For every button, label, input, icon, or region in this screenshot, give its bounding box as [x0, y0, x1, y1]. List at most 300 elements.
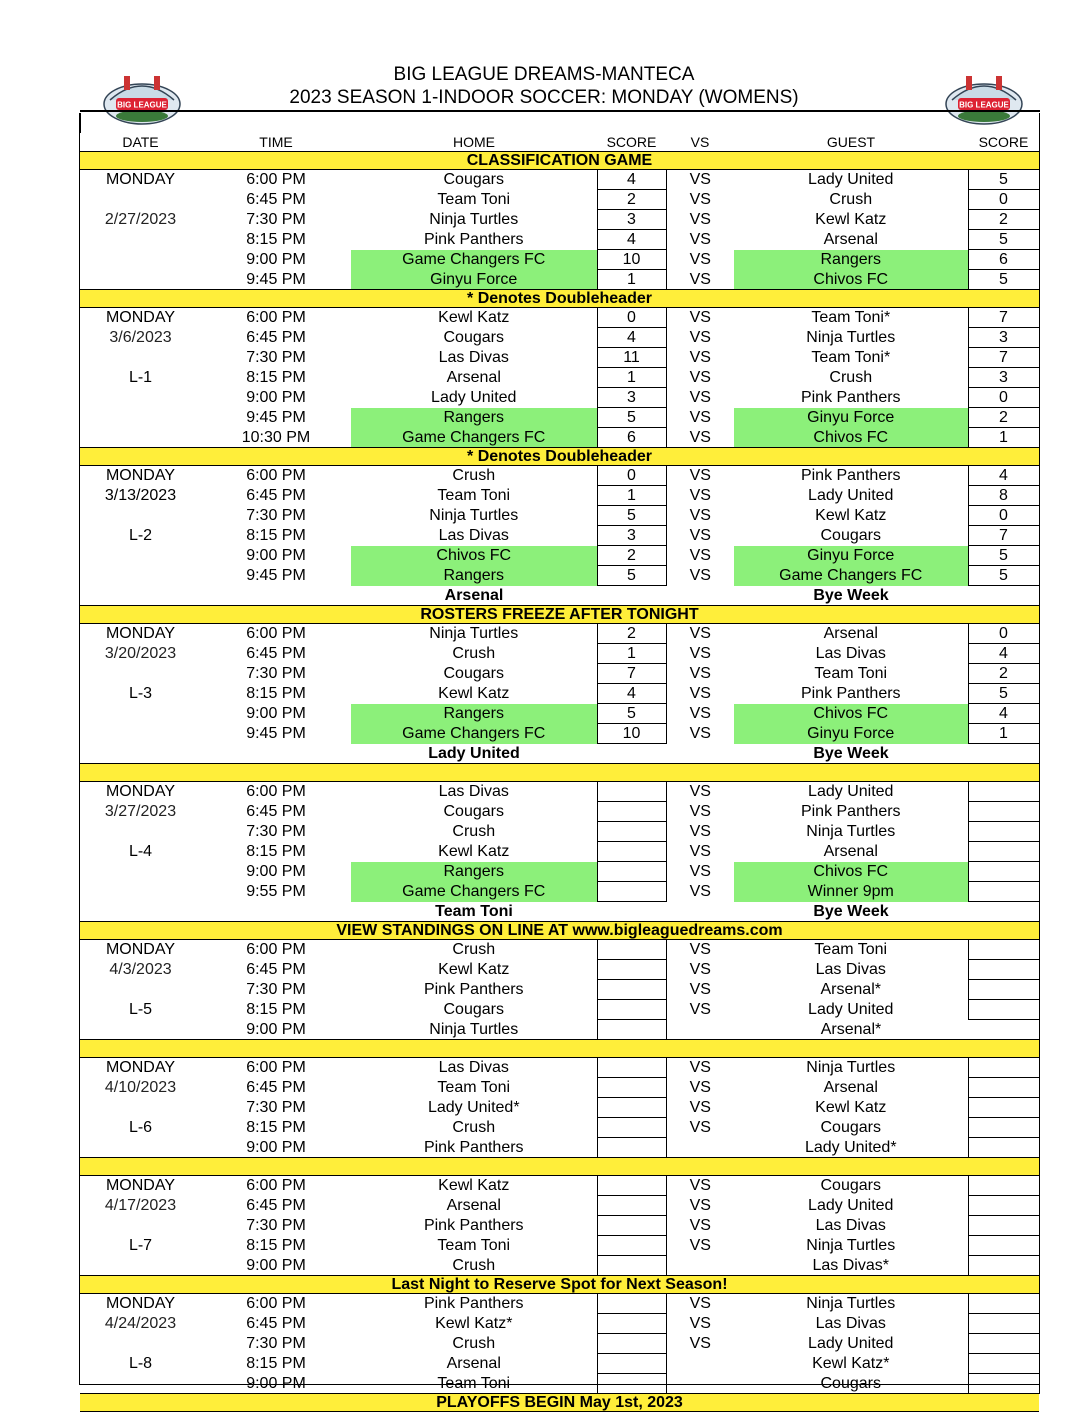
time-cell: 6:45 PM [246, 487, 306, 504]
guest-score-cell [968, 822, 1039, 842]
page-subtitle: 2023 SEASON 1-INDOOR SOCCER: MONDAY (WOMENS) [289, 87, 799, 108]
date-cell [80, 348, 201, 368]
guest-team-cell: Bye Week [813, 744, 889, 762]
guest-score-cell [968, 782, 1039, 802]
home-score-cell [597, 862, 666, 882]
guest-team-cell: Team Toni* [811, 309, 891, 327]
home-score-cell: 7 [597, 664, 666, 684]
guest-team-cell: Crush [829, 369, 873, 386]
date-cell [80, 744, 201, 764]
vs-cell: VS [689, 823, 711, 840]
home-score-cell [597, 940, 666, 960]
date-cell [80, 190, 201, 210]
time-cell: 8:15 PM [246, 843, 306, 860]
vs-cell: VS [689, 251, 711, 268]
date-cell: MONDAY [105, 625, 176, 643]
guest-team-cell: Arsenal [823, 843, 878, 860]
date-cell: 4/24/2023 [104, 1315, 177, 1332]
game-row [80, 1354, 1039, 1374]
date-cell: 3/27/2023 [104, 803, 177, 820]
date-cell: MONDAY [105, 1177, 176, 1195]
home-score-cell: 1 [597, 486, 666, 506]
home-score-cell: 5 [597, 704, 666, 724]
time-cell: 6:00 PM [246, 1177, 306, 1195]
guest-score-cell [968, 1196, 1039, 1216]
guest-team-cell: Bye Week [813, 586, 889, 604]
guest-score-cell [968, 1256, 1039, 1276]
guest-team-cell: Arsenal [823, 231, 878, 248]
home-team-cell: Arsenal [446, 1197, 501, 1214]
date-cell: MONDAY [105, 1059, 176, 1077]
date-cell: 4/17/2023 [104, 1197, 177, 1214]
guest-score-cell: 5 [968, 566, 1039, 586]
home-score-cell: 0 [597, 308, 666, 328]
vs-cell: VS [689, 171, 711, 189]
home-score-cell [597, 1196, 666, 1216]
home-score-cell [597, 782, 666, 802]
home-score-cell [597, 1334, 666, 1354]
bye-week-row [80, 902, 1039, 922]
home-score-cell [597, 980, 666, 1000]
guest-score-cell [968, 1078, 1039, 1098]
playoffs-banner-text: PLAYOFFS BEGIN May 1st, 2023 [80, 1394, 1039, 1412]
home-team-cell: Ninja Turtles [429, 211, 519, 228]
page-title: BIG LEAGUE DREAMS-MANTECA [393, 64, 695, 85]
home-score-cell [597, 1314, 666, 1334]
week-banner-text: * Denotes Doubleheader [80, 290, 1039, 308]
date-cell [80, 980, 201, 1000]
vs-cell: VS [689, 547, 711, 564]
game-row [80, 270, 1039, 290]
time-cell [201, 744, 351, 764]
vs-cell: VS [689, 389, 711, 406]
home-score-cell: 2 [597, 624, 666, 644]
guest-score-cell [968, 1216, 1039, 1236]
vs-cell: VS [689, 507, 711, 524]
home-team-cell: Las Divas [438, 349, 509, 366]
game-row [80, 526, 1039, 546]
time-cell: 9:00 PM [246, 251, 306, 268]
date-cell: 4/3/2023 [109, 961, 172, 978]
date-cell [80, 1334, 201, 1354]
guest-score-cell [968, 1314, 1039, 1334]
guest-team-cell: Las Divas [815, 1315, 886, 1332]
vs-cell: VS [689, 961, 711, 978]
date-cell [80, 388, 201, 408]
date-cell [80, 428, 201, 448]
date-cell [80, 586, 201, 606]
home-team-cell: Game Changers FC [351, 882, 597, 902]
guest-team-cell: Chivos FC [734, 862, 968, 882]
home-team-cell: Game Changers FC [351, 428, 597, 448]
date-cell [80, 1020, 201, 1040]
blank-row [80, 113, 1039, 133]
time-cell [201, 902, 351, 922]
vs-cell [666, 586, 734, 606]
game-row [80, 704, 1039, 724]
week-banner-text [80, 764, 1039, 782]
home-score-cell: 5 [597, 506, 666, 526]
vs-cell: VS [689, 191, 711, 208]
date-cell: L-6 [128, 1119, 153, 1136]
vs-cell: VS [689, 409, 711, 426]
date-cell [80, 882, 201, 902]
home-score-cell: 1 [597, 368, 666, 388]
guest-score-cell: 1 [968, 724, 1039, 744]
game-row [80, 1020, 1039, 1040]
schedule-sheet [79, 113, 1040, 1411]
game-row [80, 822, 1039, 842]
vs-cell: VS [689, 1079, 711, 1096]
game-row [80, 1176, 1039, 1196]
vs-cell: VS [689, 329, 711, 346]
home-team-cell: Cougars [443, 329, 504, 346]
game-row [80, 1374, 1039, 1394]
game-row [80, 466, 1039, 486]
game-row [80, 250, 1039, 270]
guest-team-cell: Game Changers FC [734, 566, 968, 586]
vs-cell [666, 1374, 734, 1394]
game-row [80, 368, 1039, 388]
time-cell: 7:30 PM [246, 1335, 306, 1352]
home-score-cell [597, 1354, 666, 1374]
home-team-cell: Rangers [351, 566, 597, 586]
home-score-cell [597, 586, 666, 606]
guest-team-cell: Ginyu Force [734, 546, 968, 566]
date-cell [80, 1256, 201, 1276]
home-team-cell: Rangers [351, 862, 597, 882]
guest-score-cell: 4 [968, 466, 1039, 486]
guest-score-cell [968, 940, 1039, 960]
date-cell [80, 230, 201, 250]
vs-cell: VS [689, 685, 711, 702]
game-row [80, 1314, 1039, 1334]
time-cell: 6:00 PM [246, 1295, 306, 1313]
home-score-cell [597, 1294, 666, 1314]
home-team-cell: Team Toni [437, 487, 511, 504]
guest-score-cell [968, 1000, 1039, 1020]
home-score-cell [597, 902, 666, 922]
guest-team-cell: Kewl Katz* [812, 1355, 890, 1372]
guest-team-cell: Pink Panthers [800, 803, 901, 820]
guest-team-cell: Las Divas [815, 1217, 886, 1234]
home-score-cell: 2 [597, 190, 666, 210]
guest-team-cell: Las Divas [815, 645, 886, 662]
home-score-cell [597, 1176, 666, 1196]
home-score-cell [597, 1374, 666, 1394]
date-cell [80, 566, 201, 586]
time-cell: 7:30 PM [246, 1099, 306, 1116]
time-cell: 9:45 PM [246, 409, 306, 426]
home-team-cell: Cougars [443, 171, 504, 189]
time-cell: 8:15 PM [246, 685, 306, 702]
date-cell: L-4 [128, 843, 153, 860]
guest-score-cell [968, 586, 1039, 606]
vs-cell: VS [689, 349, 711, 366]
home-score-cell [597, 1020, 666, 1040]
guest-score-cell [968, 1374, 1039, 1394]
home-team-cell: Crush [452, 823, 496, 840]
game-row [80, 486, 1039, 506]
date-cell [80, 270, 201, 290]
guest-score-cell: 4 [968, 644, 1039, 664]
time-cell: 9:00 PM [246, 863, 306, 880]
guest-team-cell: Lady United [808, 1197, 894, 1214]
vs-cell [666, 1138, 734, 1158]
guest-team-cell: Kewl Katz [815, 211, 887, 228]
home-team-cell: Las Divas [438, 527, 509, 544]
game-row [80, 882, 1039, 902]
vs-cell: VS [689, 725, 711, 742]
guest-score-cell [968, 1294, 1039, 1314]
date-cell [80, 862, 201, 882]
time-cell: 7:30 PM [246, 665, 306, 682]
home-score-cell: 6 [597, 428, 666, 448]
date-cell [80, 704, 201, 724]
game-row [80, 802, 1039, 822]
guest-team-cell: Arsenal* [820, 981, 881, 998]
vs-cell: VS [689, 567, 711, 584]
home-score-cell [597, 1000, 666, 1020]
home-score-cell: 10 [597, 250, 666, 270]
guest-score-cell [968, 980, 1039, 1000]
time-cell: 8:15 PM [246, 1119, 306, 1136]
date-cell [80, 546, 201, 566]
time-cell: 6:45 PM [246, 803, 306, 820]
svg-text:BIG LEAGUE: BIG LEAGUE [959, 100, 1009, 110]
home-team-cell: Team Toni [437, 1237, 511, 1254]
home-team-cell: Kewl Katz [438, 685, 510, 702]
vs-cell: VS [689, 369, 711, 386]
game-row [80, 170, 1039, 190]
home-score-cell: 5 [597, 408, 666, 428]
home-team-cell: Team Toni [437, 1374, 511, 1392]
guest-score-cell: 3 [968, 368, 1039, 388]
vs-cell: VS [689, 270, 711, 288]
week-banner-text: CLASSIFICATION GAME [80, 152, 1039, 170]
home-score-cell: 3 [597, 210, 666, 230]
week-banner [80, 922, 1039, 940]
game-row [80, 408, 1039, 428]
game-row [80, 428, 1039, 448]
home-team-cell: Kewl Katz [438, 961, 510, 978]
guest-team-cell: Las Divas* [812, 1256, 889, 1274]
schedule-table [80, 133, 1040, 1412]
time-cell: 8:15 PM [246, 1355, 306, 1372]
home-score-cell: 2 [597, 546, 666, 566]
home-team-cell: Lady United* [427, 1099, 520, 1116]
game-row [80, 1294, 1039, 1314]
week-banner [80, 764, 1039, 782]
game-row [80, 388, 1039, 408]
guest-team-cell: Arsenal [823, 1079, 878, 1096]
home-score-cell [597, 1058, 666, 1078]
time-cell: 6:45 PM [246, 1315, 306, 1332]
home-team-cell: Lady United [431, 389, 517, 406]
home-team-cell: Pink Panthers [423, 981, 524, 998]
week-banner [80, 448, 1039, 466]
vs-cell: VS [689, 1295, 711, 1313]
guest-team-cell: Cougars [820, 1119, 881, 1136]
week-banner [80, 606, 1039, 624]
game-row [80, 1256, 1039, 1276]
vs-cell: VS [689, 803, 711, 820]
date-cell: 4/10/2023 [104, 1079, 177, 1096]
time-cell: 8:15 PM [246, 1001, 306, 1018]
home-team-cell: Game Changers FC [351, 250, 597, 270]
home-team-cell: Crush [452, 1119, 496, 1136]
guest-team-cell: Ninja Turtles [806, 1237, 896, 1254]
time-cell: 6:00 PM [246, 941, 306, 959]
date-cell: L-1 [128, 369, 153, 386]
col-date-header: DATE [122, 134, 159, 150]
home-score-cell [597, 842, 666, 862]
guest-team-cell: Team Toni [814, 665, 888, 682]
vs-cell: VS [689, 863, 711, 880]
guest-score-cell: 5 [968, 170, 1039, 190]
home-score-cell [597, 1118, 666, 1138]
guest-score-cell: 5 [968, 684, 1039, 704]
guest-team-cell: Team Toni [814, 941, 888, 959]
vs-cell: VS [689, 941, 711, 959]
guest-score-cell: 0 [968, 506, 1039, 526]
bye-week-row [80, 744, 1039, 764]
guest-team-cell: Ginyu Force [734, 724, 968, 744]
home-team-cell: Pink Panthers [423, 231, 524, 248]
guest-score-cell: 7 [968, 308, 1039, 328]
home-score-cell: 1 [597, 270, 666, 290]
guest-score-cell: 2 [968, 210, 1039, 230]
guest-team-cell: Cougars [820, 1177, 881, 1195]
vs-cell: VS [689, 783, 711, 801]
time-cell: 9:00 PM [246, 1374, 306, 1392]
game-row [80, 782, 1039, 802]
vs-cell: VS [689, 981, 711, 998]
date-cell: MONDAY [105, 467, 176, 485]
vs-cell: VS [689, 487, 711, 504]
home-score-cell [597, 1236, 666, 1256]
home-score-cell: 4 [597, 684, 666, 704]
home-team-cell: Pink Panthers [423, 1138, 524, 1156]
guest-team-cell: Winner 9pm [734, 882, 968, 902]
time-cell: 8:15 PM [246, 369, 306, 386]
title-rule [80, 110, 1040, 112]
home-team-cell: Ninja Turtles [429, 507, 519, 524]
week-banner [80, 1040, 1039, 1058]
guest-score-cell [968, 842, 1039, 862]
guest-score-cell: 0 [968, 190, 1039, 210]
guest-score-cell: 4 [968, 704, 1039, 724]
guest-score-cell: 5 [968, 270, 1039, 290]
date-cell [80, 1098, 201, 1118]
time-cell: 9:55 PM [246, 883, 306, 900]
guest-score-cell: 2 [968, 408, 1039, 428]
guest-team-cell: Kewl Katz [815, 1099, 887, 1116]
vs-cell [666, 1020, 734, 1040]
date-cell [80, 822, 201, 842]
game-row [80, 644, 1039, 664]
game-row [80, 664, 1039, 684]
col-guest-header: GUEST [826, 134, 876, 150]
guest-team-cell: Team Toni* [811, 349, 891, 366]
col-vs-header: VS [690, 134, 710, 150]
col-home-score-header: SCORE [606, 134, 657, 150]
game-row [80, 1058, 1039, 1078]
week-banner-text: Last Night to Reserve Spot for Next Season! [80, 1276, 1039, 1294]
playoffs-banner [80, 1394, 1039, 1412]
guest-score-cell: 0 [968, 388, 1039, 408]
home-score-cell: 1 [597, 644, 666, 664]
guest-team-cell: Ninja Turtles [806, 1295, 896, 1313]
date-cell [80, 664, 201, 684]
guest-team-cell: Chivos FC [734, 428, 968, 448]
time-cell: 6:00 PM [246, 625, 306, 643]
home-team-cell: Ninja Turtles [429, 1020, 519, 1038]
time-cell: 7:30 PM [246, 211, 306, 228]
home-team-cell: Cougars [443, 665, 504, 682]
date-cell: L-5 [128, 1001, 153, 1018]
time-cell: 6:45 PM [246, 645, 306, 662]
game-row [80, 724, 1039, 744]
time-cell [201, 586, 351, 606]
guest-team-cell: Ginyu Force [734, 408, 968, 428]
home-team-cell: Las Divas [438, 1059, 509, 1077]
vs-cell: VS [689, 428, 711, 446]
vs-cell: VS [689, 1197, 711, 1214]
guest-team-cell: Kewl Katz [815, 507, 887, 524]
guest-team-cell: Lady United [808, 783, 894, 801]
guest-team-cell: Chivos FC [734, 270, 968, 290]
guest-score-cell: 5 [968, 546, 1039, 566]
time-cell: 6:45 PM [246, 191, 306, 208]
time-cell: 8:15 PM [246, 1237, 306, 1254]
home-team-cell: Kewl Katz [438, 309, 510, 327]
guest-score-cell [968, 1138, 1039, 1158]
date-cell: 2/27/2023 [104, 211, 177, 228]
time-cell: 9:45 PM [246, 725, 306, 742]
guest-score-cell: 2 [968, 664, 1039, 684]
game-row [80, 960, 1039, 980]
home-score-cell: 4 [597, 230, 666, 250]
vs-cell: VS [689, 231, 711, 248]
vs-cell: VS [689, 705, 711, 722]
vs-cell: VS [689, 625, 711, 643]
vs-cell: VS [689, 1217, 711, 1234]
date-cell [80, 1374, 201, 1394]
vs-cell: VS [689, 467, 711, 485]
time-cell: 9:00 PM [246, 389, 306, 406]
game-row [80, 862, 1039, 882]
game-row [80, 348, 1039, 368]
home-team-cell: Crush [452, 1335, 496, 1352]
date-cell: MONDAY [105, 171, 176, 189]
home-team-cell: Team Toni [437, 1079, 511, 1096]
home-score-cell: 5 [597, 566, 666, 586]
home-team-cell: Kewl Katz* [435, 1315, 513, 1332]
home-team-cell: Rangers [351, 408, 597, 428]
home-team-cell: Kewl Katz [438, 843, 510, 860]
vs-cell: VS [689, 1335, 711, 1352]
vs-cell [666, 1354, 734, 1374]
date-cell: L-3 [128, 685, 153, 702]
vs-cell: VS [689, 1237, 711, 1254]
vs-cell: VS [689, 1059, 711, 1077]
time-cell: 8:15 PM [246, 527, 306, 544]
game-row [80, 1118, 1039, 1138]
game-row [80, 1334, 1039, 1354]
home-team-cell: Pink Panthers [423, 1217, 524, 1234]
home-team-cell: Kewl Katz [438, 1177, 510, 1195]
